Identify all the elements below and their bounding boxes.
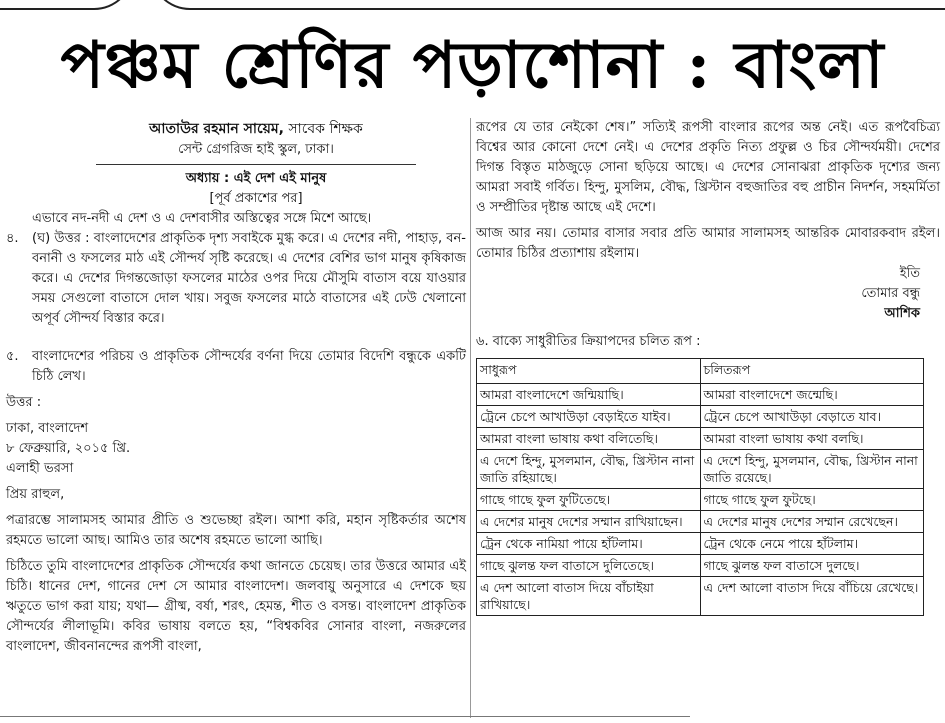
table-cell-sadhu: আমরা বাংলাদেশে জন্মিয়াছি। (477, 384, 701, 406)
letter-closing-iti: ইতি (899, 266, 920, 281)
author-school: সেন্ট গ্রেগরিজ হাই স্কুল, ঢাকা। (178, 142, 334, 157)
answer-label: উত্তর : (6, 395, 42, 410)
table-cell-cholito: ট্রেনে চেপে আখাউড়া বেড়াতে যাব। (700, 406, 924, 428)
question-5 (6, 347, 466, 387)
table-row (477, 406, 924, 428)
table-cell-cholito: গাছে ঝুলন্ত ফল বাতাসে দুলছে। (700, 555, 924, 577)
table-row (477, 577, 924, 616)
author-rule (96, 164, 416, 165)
letter-paragraph-4: আজ আর নয়। তোমার বাসার সবার প্রতি আমার সালামসহ আন্তরিক মোবারকবাদ রইল। তোমার চিঠির প্রত্যাশায় রইলাম। (476, 226, 940, 261)
chapter-continued: [পূর্ব প্রকাশের পর] (209, 191, 303, 206)
table-row (477, 533, 924, 555)
letter-paragraph-2: চিঠিতে তুমি বাংলাদেশের প্রাকৃতিক সৌন্দর্যের কথা জানতে চেয়েছ। তার উত্তরে আমার এই চিঠি। ধানের দেশ, গানের দেশ সে আমার বাংলাদেশ। জলবায়ু অনুসারে এ দেশকে ছয় ঋতুতে ভাগ করা যায়; যথা— গ্রীষ্ম, বর্ষা, শরৎ, হেমন্ত, শীত ও বসন্ত। বাংলাদেশ প্রাকৃতিক সৌন্দর্যের লীলাভূমি। কবির ভাষায় বলতে হয়, “বিশ্বকবির সোনার বাংলা, নজরুলের বাংলাদেশ, জীবনানন্দের রূপসী বাংলা, (6, 559, 466, 654)
table-cell-sadhu: এ দেশ আলো বাতাস দিয়ে বাঁচাইয়া রাখিয়াছে। (477, 577, 701, 616)
top-arc-right (150, 0, 945, 10)
top-decoration (0, 0, 945, 12)
question-5-number: ৫. (6, 349, 19, 364)
right-column (476, 118, 940, 616)
table-cell-sadhu: ট্রেন থেকে নামিয়া পায়ে হাঁটলাম। (477, 533, 701, 555)
letter-salutation: প্রিয় রাহুল, (6, 487, 65, 502)
letter-paragraph-1: পত্রারম্ভে সালামসহ আমার প্রীতি ও শুভেচ্ছা রইল। আশা করি, মহান সৃষ্টিকর্তার অশেষ রহমতে ভালো আছ। আমিও তার অশেষ রহমতে ভালো আছি। (6, 513, 466, 548)
table-row (477, 450, 924, 489)
question-4-number: ৪. (6, 231, 19, 246)
letter-paragraph-3: রূপের যে তার নেইকো শেষ।” সত্যিই রূপসী বাংলার রূপের অন্ত নেই। এত রূপবৈচিত্র্য বিশ্বের আর কোনো দেশে নেই। এ দেশের প্রকৃতি নিত্য প্রফুল্ল ও চির সৌন্দর্যময়ী। দেশের দিগন্ত বিস্তৃত মাঠজুড়ে সোনা ছড়িয়ে আছে। এ দেশের সোনাঝরা প্রাকৃতিক দৃশ্যের জন্য আমরা সবাই গর্বিত। হিন্দু, মুসলিম, বৌদ্ধ, খ্রিস্টান বহুজাতির বহু প্রাচীন নিদর্শন, সহমর্মিতা ও সম্প্রীতির দৃষ্টান্ত আছে এই দেশে। (476, 120, 940, 215)
table-row (477, 555, 924, 577)
table-body (477, 384, 924, 616)
table-cell-sadhu: গাছে গাছে ফুল ফুটিতেছে। (477, 489, 701, 511)
table-cell-sadhu: এ দেশে হিন্দু, মুসলমান, বৌদ্ধ, খ্রিস্টান নানা জাতি রহিয়াছে। (477, 450, 701, 489)
letter-closing-friend: তোমার বন্ধু (861, 286, 920, 301)
author-block (66, 118, 446, 160)
table-row (477, 384, 924, 406)
question-4 (6, 229, 466, 329)
table-cell-cholito: এ দেশ আলো বাতাস দিয়ে বাঁচিয়ে রেখেছে। (700, 577, 924, 616)
table-cell-sadhu: এ দেশের মানুষ দেশের সম্মান রাখিয়াছেন। (477, 511, 701, 533)
letter-place: ঢাকা, বাংলাদেশ (6, 421, 89, 436)
table-cell-cholito: এ দেশে হিন্দু, মুসলমান, বৌদ্ধ, খ্রিস্টান নানা জাতি রয়েছে। (700, 450, 924, 489)
verb-form-table (476, 358, 924, 616)
letter-invocation: এলাহী ভরসা (6, 461, 74, 476)
table-cell-sadhu: আমরা বাংলা ভাষায় কথা বলিতেছি। (477, 428, 701, 450)
chapter-title: অধ্যায় : এই দেশ এই মানুষ (185, 171, 327, 186)
question-6-heading: ৬. বাক্যে সাধুরীতির ক্রিয়াপদের চলিত রূপ : (476, 334, 701, 349)
table-cell-cholito: ট্রেন থেকে নেমে পায়ে হাঁটলাম। (700, 533, 924, 555)
author-role: সাবেক শিক্ষক (288, 121, 363, 137)
left-column (6, 118, 466, 657)
table-cell-cholito: আমরা বাংলাদেশে জন্মেছি। (700, 384, 924, 406)
author-line (66, 118, 446, 140)
table-cell-cholito: আমরা বাংলা ভাষায় কথা বলছি। (700, 428, 924, 450)
table-cell-cholito: গাছে গাছে ফুল ফুটছে। (700, 489, 924, 511)
letter-date: ৮ ফেব্রুয়ারি, ২০১৫ খ্রি. (6, 441, 131, 456)
table-header-cholito: চলিতরূপ (700, 359, 924, 384)
table-cell-sadhu: ট্রেনে চেপে আখাউড়া বেড়াইতে যাইব। (477, 406, 701, 428)
intro-paragraph: এভাবে নদ-নদী এ দেশ ও এ দেশবাসীর অস্তিত্বের সঙ্গে মিশে আছে। (32, 211, 372, 226)
top-arc-left (0, 0, 134, 10)
question-4-answer: (ঘ) উত্তর : বাংলাদেশের প্রাকৃতিক দৃশ্য সবাইকে মুগ্ধ করে। এ দেশের নদী, পাহাড়, বন-বনানী ও ফসলের মাঠ এই সৌন্দর্য সৃষ্টি করেছে। এ দেশের বেশির ভাগ মানুষ কৃষিকাজ করে। এ দেশের দিগন্তজোড়া ফসলের মাঠের ওপর দিয়ে মৌসুমি বাতাস বয়ে যাওয়ার সময় সেগুলো বাতাসে দোল খায়। সবুজ ফসলের মাঠে বাতাসের এই ঢেউ খেলানো অপূর্ব সৌন্দর্য বিস্তার করে। (32, 231, 466, 326)
question-5-text: বাংলাদেশের পরিচয় ও প্রাকৃতিক সৌন্দর্যের বর্ণনা দিয়ে তোমার বিদেশি বন্ধুকে একটি চিঠি লেখ। (32, 349, 466, 384)
letter-signature: আশিক (884, 306, 920, 321)
table-row (477, 428, 924, 450)
bottom-rule (0, 716, 690, 717)
table-header-sadhu: সাধুরূপ (477, 359, 701, 384)
table-header-row (477, 359, 924, 384)
column-divider (470, 118, 471, 718)
table-cell-sadhu: গাছে ঝুলন্ত ফল বাতাসে দুলিতেছে। (477, 555, 701, 577)
table-row (477, 489, 924, 511)
table-row (477, 511, 924, 533)
author-name: আতাউর রহমান সায়েম, (149, 121, 284, 137)
table-cell-cholito: এ দেশের মানুষ দেশের সম্মান রেখেছেন। (700, 511, 924, 533)
masthead-title: পঞ্চম শ্রেণির পড়াশোনা : বাংলা (60, 28, 885, 103)
